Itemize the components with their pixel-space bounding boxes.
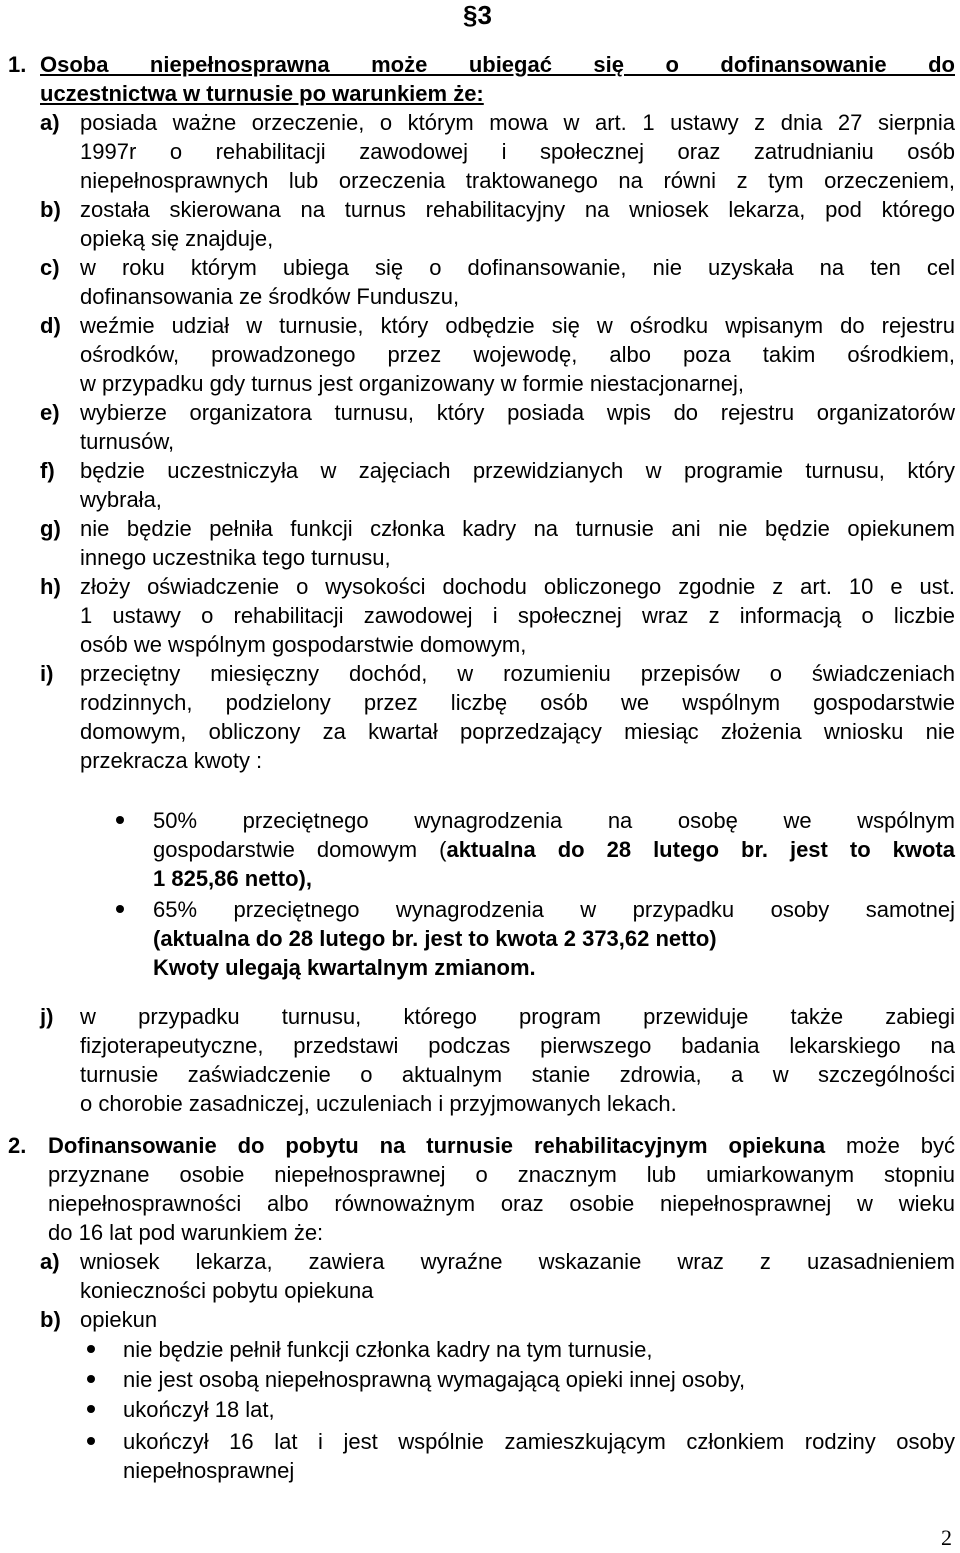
paragraph-2-number: 2. [8, 1133, 27, 1158]
guardian-condition: niepełnosprawnej [123, 1458, 295, 1483]
paragraph-2-line: do 16 lat pod warunkiem że: [48, 1220, 324, 1245]
item-b-line: opieką się znajduje, [80, 226, 274, 251]
bullet-icon [87, 1437, 95, 1445]
item-marker-j: j) [40, 1004, 54, 1029]
item-a-line: 1997r o rehabilitacji zawodowej i społecznej oraz zatrudnianiu osób [80, 139, 955, 164]
item-a-line: posiada ważne orzeczenie, o którym mowa w art. 1 ustawy z dnia 27 sierpnia [80, 110, 955, 135]
item-marker-a: a) [40, 1249, 60, 1274]
item-h-line: osób we wspólnym gospodarstwie domowym, [80, 632, 527, 657]
item-g-line: nie będzie pełniła funkcji członka kadry na turnusie ani nie będzie opiekunem [80, 516, 955, 541]
bullet-icon [116, 816, 124, 824]
paragraph-1-heading-line: uczestnictwa w turnusie po warunkiem że: [40, 81, 484, 106]
threshold-line: 65% przeciętnego wynagrodzenia w przypadku osoby samotnej [153, 897, 955, 922]
item-a-line: wniosek lekarza, zawiera wyraźne wskazanie wraz z uzasadnieniem [80, 1249, 955, 1274]
item-i-line: przekracza kwoty : [80, 748, 263, 773]
guardian-condition: ukończył 16 lat i jest wspólnie zamieszkującym członkiem rodziny osoby [123, 1429, 955, 1454]
item-h-line: złoży oświadczenie o wysokości dochodu obliczonego zgodnie z art. 10 e ust. [80, 574, 955, 599]
threshold-amount: 1 825,86 netto), [153, 866, 312, 891]
paragraph-1-heading-line: Osoba niepełnosprawna może ubiegać się o dofinansowanie do [40, 52, 955, 77]
paragraph-2-heading: Dofinansowanie do pobytu na turnusie rehabilitacyjnym opiekuna [48, 1133, 826, 1158]
item-j-line: fizjoterapeutyczne, przedstawi podczas pierwszego badania lekarskiego na [80, 1033, 955, 1058]
item-e-line: wybierze organizatora turnusu, który posiada wpis do rejestru organizatorów [80, 400, 955, 425]
paragraph-2-text: może być [825, 1133, 955, 1158]
item-d-line: weźmie udział w turnusie, który odbędzie się w ośrodku wpisanym do rejestru [80, 313, 955, 338]
item-marker-e: e) [40, 400, 60, 425]
item-j-line: turnusie zaświadczenie o aktualnym stanie zdrowia, a w szczególności [80, 1062, 955, 1087]
item-marker-c: c) [40, 255, 60, 280]
paragraph-2-lead [48, 1131, 955, 1160]
bullet-icon [87, 1375, 95, 1383]
threshold-amount: (aktualna do 28 lutego br. jest to kwota 2 373,62 netto) [153, 926, 717, 951]
item-a-line: niepełnosprawnych lub orzeczenia traktowanego na równi z tym orzeczeniem, [80, 168, 955, 193]
item-marker-b: b) [40, 197, 61, 222]
guardian-condition: ukończył 18 lat, [123, 1397, 275, 1422]
item-marker-a: a) [40, 110, 60, 135]
item-marker-f: f) [40, 458, 55, 483]
item-d-line: w przypadku gdy turnus jest organizowany w formie niestacjonarnej, [80, 371, 744, 396]
item-marker-d: d) [40, 313, 61, 338]
bullet-icon [116, 905, 124, 913]
item-f-line: będzie uczestniczyła w zajęciach przewidzianych w programie turnusu, który [80, 458, 955, 483]
item-g-line: innego uczestnika tego turnusu, [80, 545, 391, 570]
paragraph-1-number: 1. [8, 52, 27, 77]
threshold-line: 50% przeciętnego wynagrodzenia na osobę we wspólnym [153, 808, 955, 833]
threshold-amount: aktualna do 28 lutego br. jest to kwota [446, 837, 955, 862]
section-heading: §3 [463, 0, 492, 30]
item-marker-b: b) [40, 1307, 61, 1332]
item-j-line: w przypadku turnusu, którego program przewiduje także zabiegi [80, 1004, 955, 1029]
bullet-icon [87, 1345, 95, 1353]
threshold-line [153, 835, 955, 864]
item-c-line: dofinansowania ze środków Funduszu, [80, 284, 460, 309]
item-i-line: rodzinnych, podzielony przez liczbę osób we wspólnym gospodarstwie [80, 690, 955, 715]
threshold-note: Kwoty ulegają kwartalnym zmianom. [153, 955, 536, 980]
page-number: 2 [941, 1525, 952, 1550]
item-j-line: o chorobie zasadniczej, uczuleniach i przyjmowanych lekach. [80, 1091, 677, 1116]
paragraph-2-line: przyznane osobie niepełnosprawnej o znacznym lub umiarkowanym stopniu [48, 1162, 955, 1187]
item-h-line: 1 ustawy o rehabilitacji zawodowej i społecznej wraz z informacją o liczbie [80, 603, 955, 628]
guardian-condition: nie będzie pełnił funkcji członka kadry na tym turnusie, [123, 1337, 653, 1362]
threshold-text: gospodarstwie domowym ( [153, 837, 447, 862]
item-marker-g: g) [40, 516, 61, 541]
bullet-icon [87, 1405, 95, 1413]
item-b-line: została skierowana na turnus rehabilitacyjny na wniosek lekarza, pod którego [80, 197, 955, 222]
guardian-condition: nie jest osobą niepełnosprawną wymagającą opieki innej osoby, [123, 1367, 746, 1392]
item-b-label: opiekun [80, 1307, 158, 1332]
paragraph-2-line: niepełnosprawności albo równoważnym oraz osobie niepełnosprawnej w wieku [48, 1191, 955, 1216]
item-marker-h: h) [40, 574, 61, 599]
item-e-line: turnusów, [80, 429, 175, 454]
item-i-line: domowym, obliczony za kwartał poprzedzający miesiąc złożenia wniosku nie [80, 719, 955, 744]
item-i-line: przeciętny miesięczny dochód, w rozumieniu przepisów o świadczeniach [80, 661, 955, 686]
item-a-line: konieczności pobytu opiekuna [80, 1278, 374, 1303]
item-f-line: wybrała, [80, 487, 162, 512]
item-d-line: ośrodków, prowadzonego przez wojewodę, albo poza takim ośrodkiem, [80, 342, 955, 367]
item-marker-i: i) [40, 661, 54, 686]
item-c-line: w roku którym ubiega się o dofinansowanie, nie uzyskała na ten cel [80, 255, 955, 280]
